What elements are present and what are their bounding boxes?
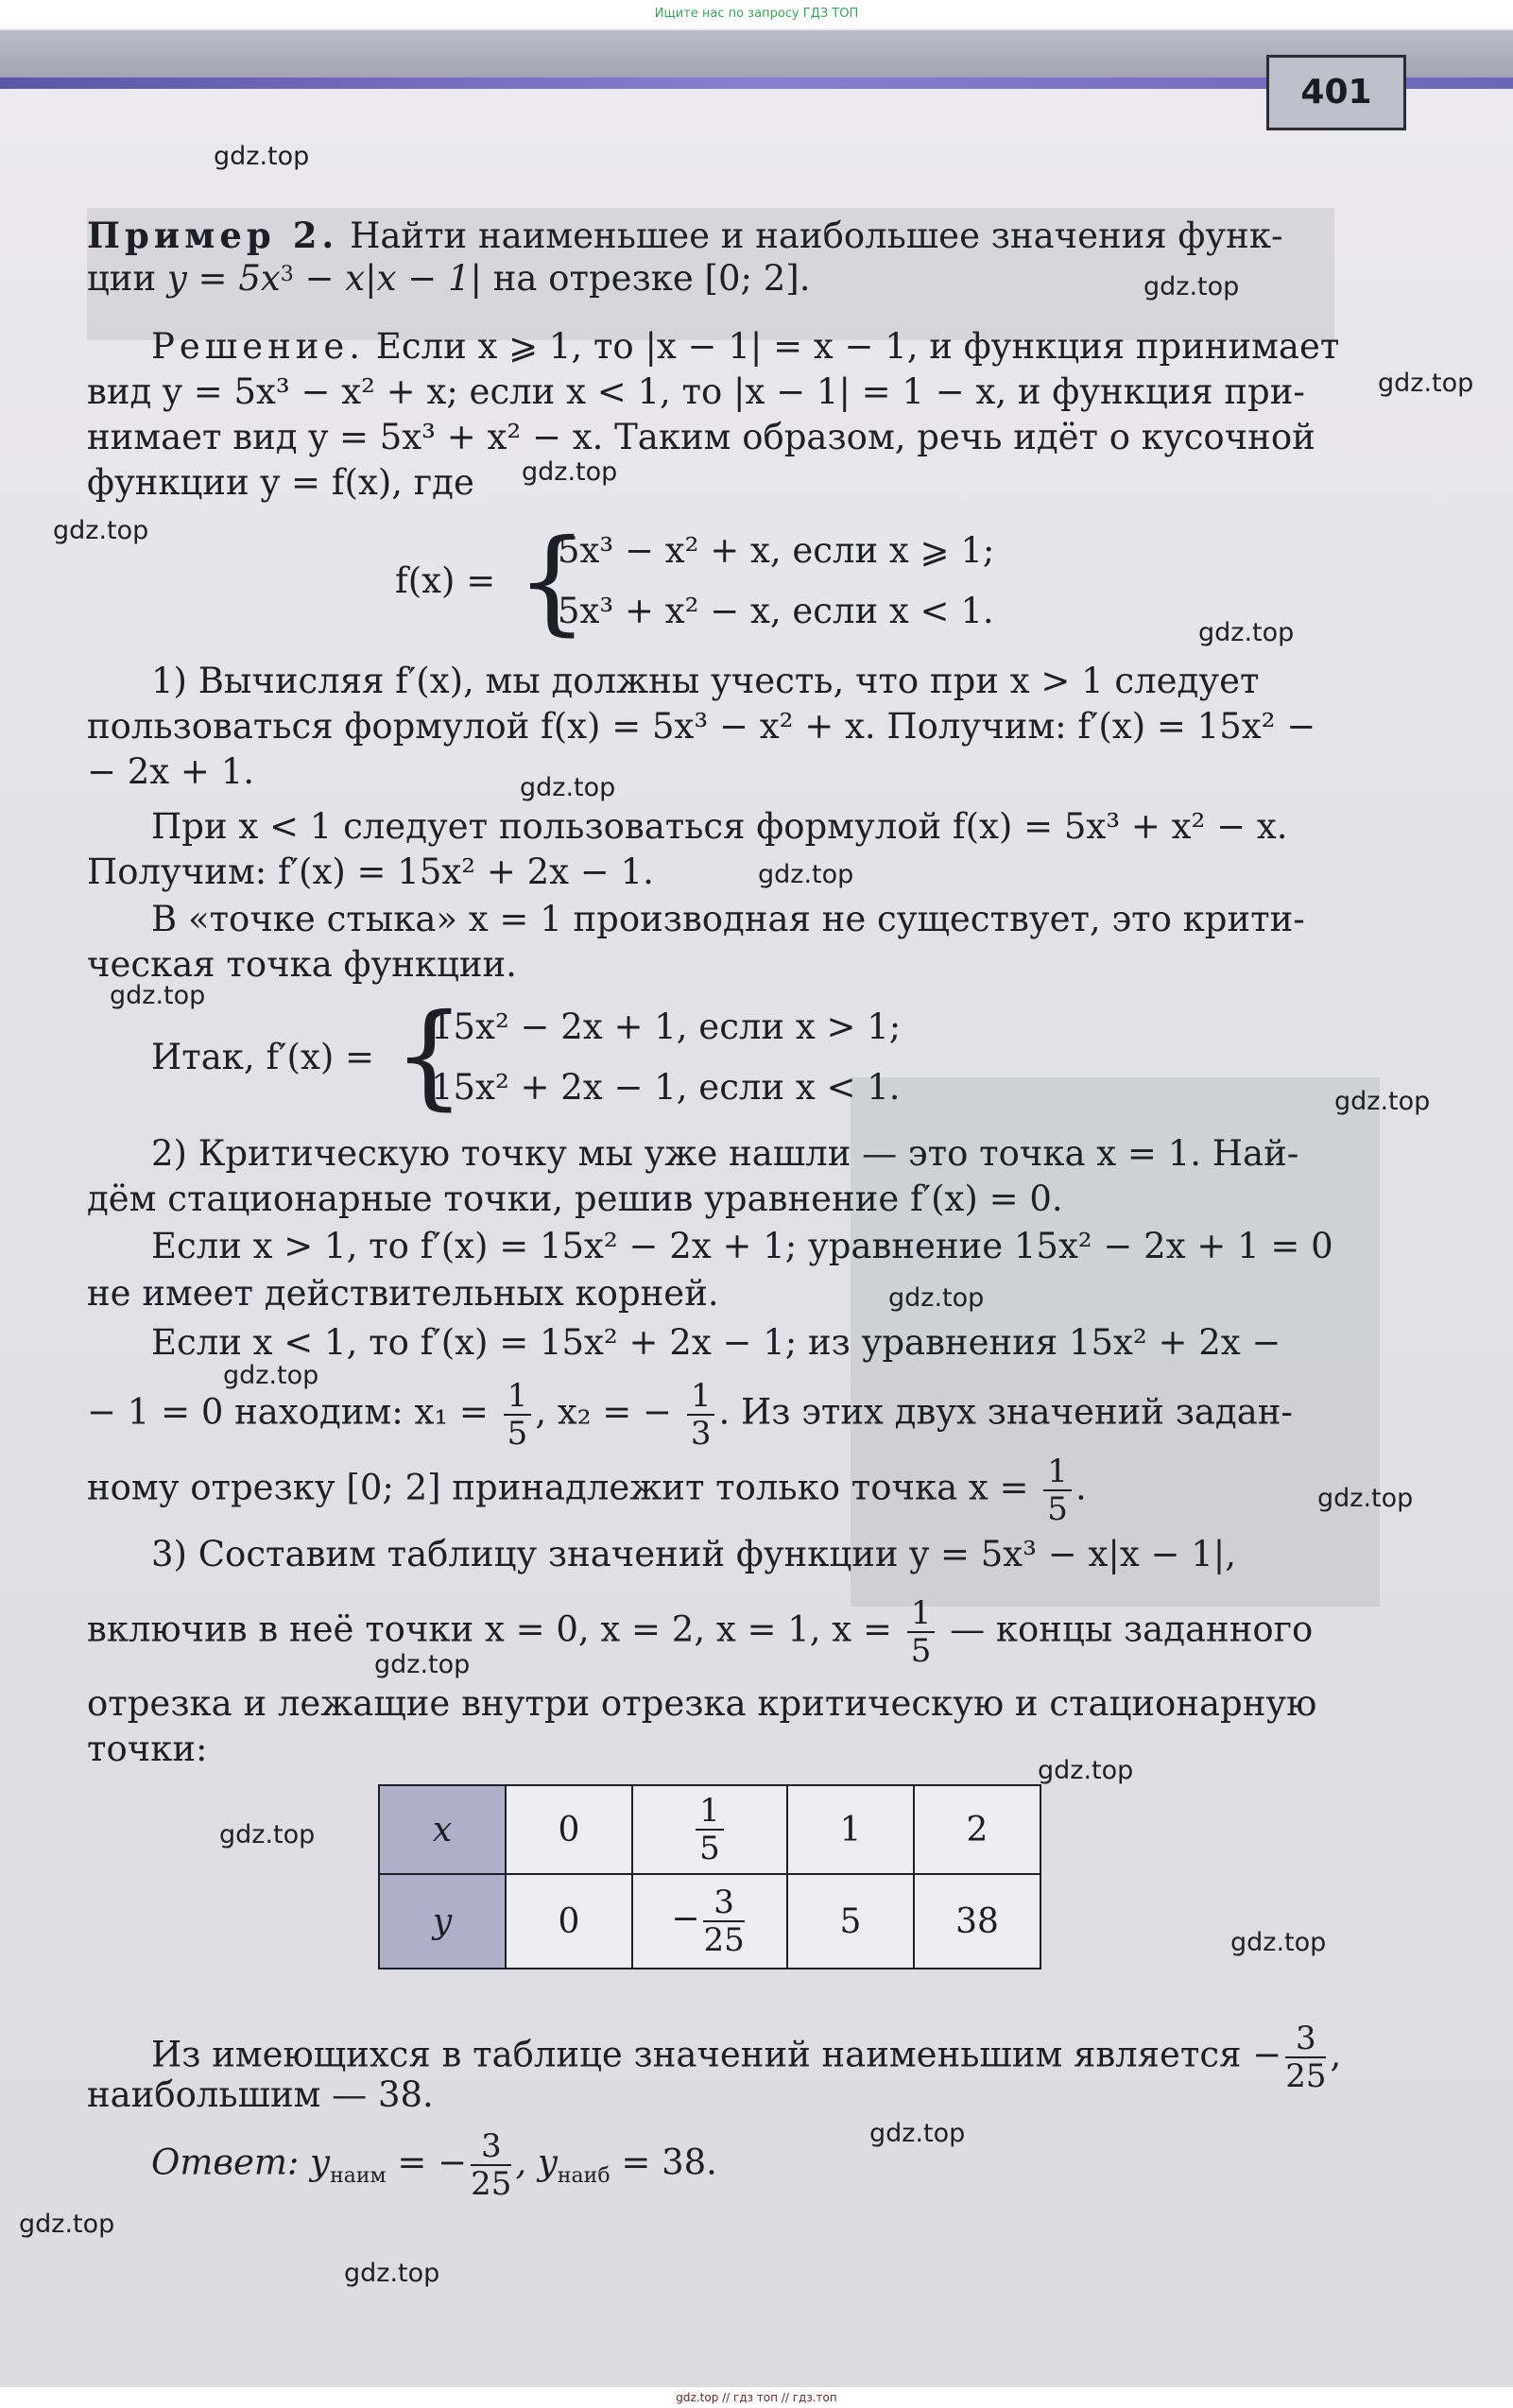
answer-subscript: наим: [330, 2164, 387, 2188]
step1-line-4: При x < 1 следует пользоваться формулой f(x) = 5x³ + x² − x.: [151, 806, 1288, 847]
fraction-three-25ths: [703, 1883, 745, 1959]
fraction-numerator: 1: [907, 1597, 936, 1633]
example-formula: y = 5x: [166, 258, 281, 299]
step1-line-3: − 2x + 1.: [87, 751, 254, 792]
watermark: gdz.top: [223, 1361, 319, 1390]
solution-line-1: [151, 323, 1339, 370]
fraction-numerator: 1: [687, 1380, 715, 1416]
piecewise-case-2: 5x³ + x² − x, если x < 1.: [558, 591, 994, 631]
derivative-label: Итак, f′(x) =: [151, 1037, 375, 1077]
fraction-one-fifth: [907, 1594, 936, 1670]
fraction-one-third: [687, 1377, 715, 1453]
derivative-brace: {: [393, 990, 466, 1122]
watermark: gdz.top: [219, 1820, 316, 1849]
table-cell: 2: [914, 1785, 1040, 1874]
watermark: gdz.top: [214, 142, 310, 171]
step3-text: — концы заданного: [950, 1608, 1314, 1650]
fraction-one-fifth: [1043, 1453, 1072, 1528]
step1-line-5: Получим: f′(x) = 15x² + 2x − 1.: [87, 851, 654, 892]
piecewise-brace: {: [516, 516, 589, 647]
step2-line-4: не имеет действительных корней.: [87, 1273, 719, 1314]
watermark: gdz.top: [1198, 618, 1295, 647]
step2-line-1: 2) Критическую точку мы уже нашли — это точка x = 1. Най-: [151, 1133, 1299, 1174]
watermark: gdz.top: [869, 2119, 966, 2148]
fraction-one-fifth: [696, 1792, 724, 1867]
fraction-three-25ths: [471, 2127, 512, 2203]
example-text: Найти наименьшее и наибольшее значения функ-: [350, 215, 1283, 256]
fraction-denominator: 25: [1285, 2057, 1327, 2095]
step3-line-3: отрезка и лежащие внутри отрезка критическую и стационарную: [87, 1683, 1317, 1724]
fraction-denominator: 25: [471, 2165, 512, 2203]
watermark: gdz.top: [53, 516, 149, 545]
watermark: gdz.top: [374, 1650, 471, 1679]
answer-text: y: [299, 2141, 331, 2183]
step1-line-1: 1) Вычисляя f′(x), мы должны учесть, что при x > 1 следует: [151, 661, 1260, 701]
table-cell: [632, 1874, 787, 1969]
watermark: gdz.top: [19, 2210, 115, 2239]
table-cell: 0: [506, 1785, 632, 1874]
fraction-denominator: 5: [507, 1415, 528, 1453]
fraction-numerator: 1: [1043, 1455, 1072, 1491]
step2-text: . Из этих двух значений задан-: [718, 1391, 1293, 1433]
derivative-case-1: 15x² − 2x + 1, если x > 1;: [431, 1006, 902, 1047]
watermark: gdz.top: [344, 2259, 440, 2288]
fraction-denominator: 5: [910, 1632, 932, 1670]
watermark: gdz.top: [1143, 272, 1240, 301]
solution-text: Если x ⩾ 1, то |x − 1| = x − 1, и функция принимает: [375, 326, 1340, 367]
example-text: на отрезке [0; 2].: [482, 258, 811, 299]
example-label: Пример 2.: [87, 215, 339, 256]
piecewise-case-1: 5x³ − x² + x, если x ⩾ 1;: [558, 530, 995, 571]
solution-line-4: функции y = f(x), где: [87, 462, 474, 503]
fraction-numerator: 3: [1285, 2022, 1326, 2058]
top-banner[interactable]: Ищите нас по запросу ГДЗ ТОП: [0, 0, 1513, 28]
step2-line-5: Если x < 1, то f′(x) = 15x² + 2x − 1; из уравнения 15x² + 2x −: [151, 1322, 1281, 1363]
values-table: [378, 1784, 1041, 1969]
fraction-numerator: 1: [696, 1795, 724, 1831]
solution-line-2: вид y = 5x³ − x² + x; если x < 1, то |x − 1| = 1 − x, и функция при-: [87, 371, 1305, 412]
table-header-y: y: [379, 1874, 506, 1969]
page-number: 401: [1266, 55, 1406, 130]
conclusion-text: Из имеющихся в таблице значений наименьшим является −: [151, 2034, 1282, 2075]
table-cell: 38: [914, 1874, 1040, 1969]
watermark: gdz.top: [110, 981, 206, 1010]
fraction-numerator: 1: [504, 1380, 532, 1416]
solution-line-3: нимает вид y = 5x³ + x² − x. Таким образом, речь идёт о кусочной: [87, 417, 1315, 457]
watermark: gdz.top: [1378, 369, 1474, 398]
minus-sign: −: [671, 1900, 700, 1938]
watermark: gdz.top: [758, 860, 854, 889]
example-exponent: 3: [280, 263, 294, 286]
fraction-denominator: 5: [1047, 1490, 1068, 1528]
example-formula: − x|x − 1|: [293, 258, 482, 299]
table-cell: 0: [506, 1874, 632, 1969]
fraction-denominator: 3: [690, 1415, 712, 1453]
step2-text: ному отрезку [0; 2] принадлежит только точка x =: [87, 1467, 1029, 1508]
table-row: [379, 1785, 1040, 1874]
bottom-banner[interactable]: gdz.top // гдз топ // гдз.топ: [0, 2387, 1513, 2408]
step3-text: включив в неё точки x = 0, x = 2, x = 1, x =: [87, 1608, 892, 1650]
fraction-numerator: 3: [471, 2130, 511, 2166]
table-cell: 1: [787, 1785, 914, 1874]
derivative-case-2: 15x² + 2x − 1, если x < 1.: [431, 1067, 901, 1108]
fraction-three-25ths: [1285, 2020, 1327, 2095]
answer-line: [151, 2127, 717, 2203]
answer-text: = 38.: [610, 2141, 717, 2183]
table-header-x: x: [379, 1785, 506, 1874]
watermark: gdz.top: [1038, 1756, 1134, 1785]
fraction-denominator: 5: [699, 1830, 720, 1867]
step3-line-1: 3) Составим таблицу значений функции y = 5x³ − x|x − 1|,: [151, 1534, 1236, 1574]
watermark: gdz.top: [520, 773, 616, 802]
answer-text: , y: [515, 2141, 558, 2183]
fraction-denominator: 25: [703, 1921, 745, 1959]
table-row: [379, 1874, 1040, 1969]
solution-label: Решение.: [151, 326, 366, 367]
answer-subscript: наиб: [557, 2164, 610, 2188]
step1-line-2: пользоваться формулой f(x) = 5x³ − x² + x. Получим: f′(x) = 15x² −: [87, 706, 1316, 747]
conclusion-line-2: наибольшим — 38.: [87, 2074, 434, 2115]
fraction-numerator: 3: [703, 1886, 744, 1922]
step1-line-6: В «точке стыка» x = 1 производная не существует, это крити-: [151, 899, 1305, 939]
answer-text: = −: [386, 2141, 468, 2183]
step1-line-7: ческая точка функции.: [87, 944, 517, 985]
example-text: ции: [87, 258, 167, 299]
watermark: gdz.top: [1230, 1928, 1327, 1957]
step2-text: , x₂ = −: [535, 1391, 673, 1433]
step3-line-2: [87, 1594, 1314, 1670]
watermark: gdz.top: [1317, 1484, 1414, 1513]
fraction-one-fifth: [504, 1377, 532, 1453]
step2-text: .: [1075, 1467, 1087, 1508]
table-cell: 5: [787, 1874, 914, 1969]
answer-label: Ответ:: [151, 2141, 300, 2183]
step2-line-2: дём стационарные точки, решив уравнение f′(x) = 0.: [87, 1178, 1063, 1219]
conclusion-text: ,: [1330, 2034, 1342, 2075]
example-line-1: [87, 212, 1282, 260]
table-cell: [632, 1785, 787, 1874]
step2-line-7: [87, 1453, 1087, 1528]
example-line-2: [87, 255, 810, 302]
piecewise-label: f(x) =: [395, 560, 496, 601]
watermark: gdz.top: [888, 1283, 985, 1313]
step2-line-6: [87, 1377, 1293, 1453]
step2-line-3: Если x > 1, то f′(x) = 15x² − 2x + 1; уравнение 15x² − 2x + 1 = 0: [151, 1226, 1333, 1266]
step2-text: − 1 = 0 находим: x₁ =: [87, 1391, 489, 1433]
step3-line-4: точки:: [87, 1729, 208, 1769]
watermark: gdz.top: [522, 457, 618, 487]
watermark: gdz.top: [1334, 1087, 1431, 1116]
